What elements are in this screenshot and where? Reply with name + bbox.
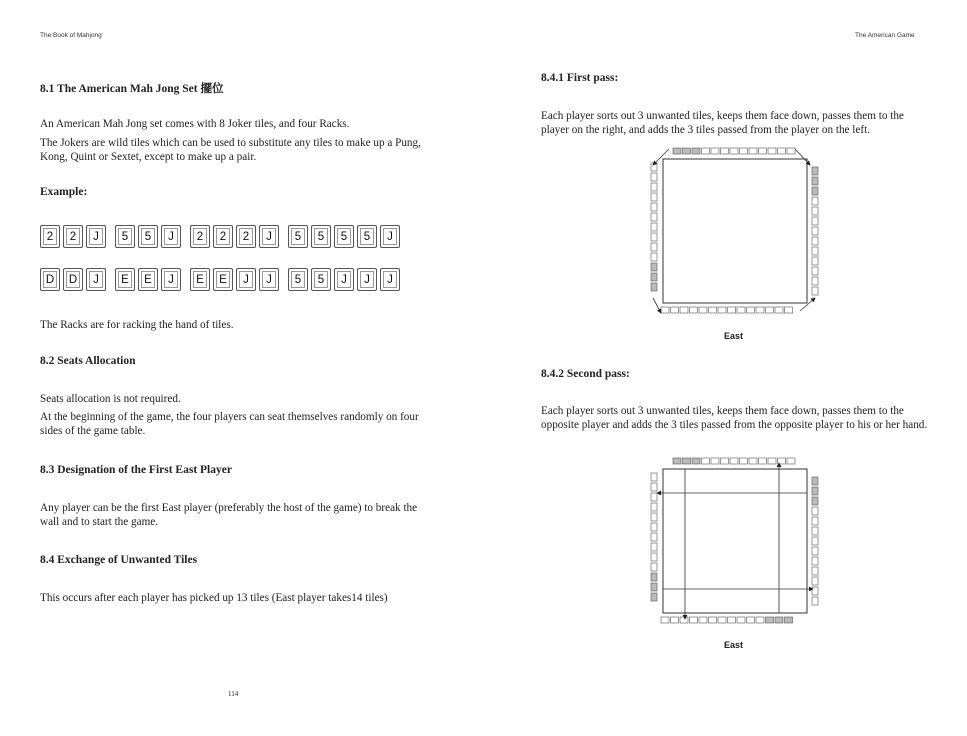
rack-tile-top — [711, 458, 719, 464]
rack-tile-top — [787, 458, 795, 464]
tile-row-2 — [40, 268, 400, 291]
rack-tile-left — [651, 173, 657, 181]
rack-tile-right — [812, 497, 818, 505]
rack-tile-right — [812, 487, 818, 495]
mahjong-tile: J — [357, 268, 377, 291]
rack-tile-top — [730, 458, 738, 464]
rack-tile-top — [683, 458, 691, 464]
rack-tile-right — [812, 167, 818, 175]
rack-tile-right — [812, 287, 818, 295]
second-pass-diagram — [645, 453, 825, 628]
rack-tile-left — [651, 223, 657, 231]
mahjong-tile: 5 — [311, 268, 331, 291]
rack-tile-bottom — [680, 617, 688, 623]
rack-tile-top — [721, 148, 729, 154]
rack-tile-top — [730, 148, 738, 154]
rack-tile-bottom — [690, 307, 698, 313]
rack-tile-right — [812, 257, 818, 265]
mahjong-tile: 5 — [334, 225, 354, 248]
mahjong-tile: J — [259, 268, 279, 291]
rack-tile-left — [651, 263, 657, 271]
rack-tile-bottom — [737, 617, 745, 623]
rack-tile-top — [702, 458, 710, 464]
rack-tile-left — [651, 253, 657, 261]
rack-tile-right — [812, 557, 818, 565]
rack-tile-top — [749, 458, 757, 464]
rack-tile-right — [812, 507, 818, 515]
rack-tile-bottom — [775, 307, 783, 313]
mahjong-tile: J — [161, 268, 181, 291]
mahjong-tile: 2 — [63, 225, 83, 248]
mahjong-tile: J — [86, 268, 106, 291]
rack-tile-top — [721, 458, 729, 464]
rack-tile-bottom — [756, 617, 764, 623]
table-square — [663, 159, 807, 303]
rack-tile-top — [673, 458, 681, 464]
tile-group — [190, 268, 279, 291]
running-header-right: The American Game — [855, 32, 915, 39]
rack-tile-right — [812, 207, 818, 215]
mahjong-tile: E — [115, 268, 135, 291]
running-header-left: The Book of Mahjong — [40, 32, 102, 39]
mahjong-tile: J — [236, 268, 256, 291]
rack-tile-right — [812, 547, 818, 555]
mahjong-tile: J — [259, 225, 279, 248]
section-8-4-2-para: Each player sorts out 3 unwanted tiles, keeps them face down, passes them to the opposite player and adds the 3 tiles passed from the opposite player to his or her hand. — [541, 405, 928, 431]
mahjong-tile: J — [380, 225, 400, 248]
rack-tile-left — [651, 563, 657, 571]
rack-tile-left — [651, 543, 657, 551]
example-label: Example: — [40, 186, 88, 198]
rack-tile-left — [651, 243, 657, 251]
mahjong-tile: J — [334, 268, 354, 291]
rack-tile-left — [651, 513, 657, 521]
rack-tile-bottom — [775, 617, 783, 623]
rack-tile-right — [812, 597, 818, 605]
rack-tile-left — [651, 593, 657, 601]
section-8-4-1-title: 8.4.1 First pass: — [541, 72, 619, 84]
rack-tile-right — [812, 217, 818, 225]
rack-tile-left — [651, 533, 657, 541]
mahjong-tile: D — [63, 268, 83, 291]
rack-tile-top — [740, 148, 748, 154]
page-number: 114 — [228, 690, 239, 698]
rack-tile-right — [812, 277, 818, 285]
rack-tile-top — [768, 148, 776, 154]
rack-tile-bottom — [718, 617, 726, 623]
rack-tile-right — [812, 197, 818, 205]
rack-tile-top — [692, 458, 700, 464]
rack-tile-bottom — [718, 307, 726, 313]
section-8-4-title: 8.4 Exchange of Unwanted Tiles — [40, 554, 198, 566]
section-8-4-1-para: Each player sorts out 3 unwanted tiles, keeps them face down, passes them to the player on the right, and adds the 3 tiles passed from the player on the left. — [541, 110, 904, 136]
rack-tile-left — [651, 523, 657, 531]
rack-tile-left — [651, 213, 657, 221]
table-square — [663, 469, 807, 613]
diagram-1-east-label: East — [724, 331, 744, 341]
section-8-4-para-1: This occurs after each player has picked up 13 tiles (East player takes14 tiles) — [40, 592, 388, 604]
rack-tile-top — [692, 148, 700, 154]
rack-tile-bottom — [661, 307, 669, 313]
section-8-1-para-2: The Jokers are wild tiles which can be used to substitute any tiles to make up a Pung, Kong, Quint or Sextet, except to make up a pair. — [40, 137, 421, 163]
mahjong-tile: E — [138, 268, 158, 291]
rack-tile-left — [651, 183, 657, 191]
tile-row-1 — [40, 225, 400, 248]
racks-note: The Racks are for racking the hand of tiles. — [40, 319, 234, 331]
tile-group — [190, 225, 279, 248]
tile-group — [115, 268, 181, 291]
rack-tile-bottom — [747, 307, 755, 313]
rack-tile-right — [812, 267, 818, 275]
rack-tile-left — [651, 193, 657, 201]
arrow-bottom-left — [653, 298, 661, 313]
section-8-3-title: 8.3 Designation of the First East Player — [40, 464, 232, 476]
rack-tile-bottom — [756, 307, 764, 313]
rack-tile-top — [702, 148, 710, 154]
rack-tile-left — [651, 283, 657, 291]
rack-tile-bottom — [699, 307, 707, 313]
rack-tile-bottom — [661, 617, 669, 623]
rack-tile-top — [768, 458, 776, 464]
rack-tile-bottom — [747, 617, 755, 623]
mahjong-tile: E — [190, 268, 210, 291]
rack-tile-bottom — [785, 307, 793, 313]
section-8-3-para-1: Any player can be the first East player (preferably the host of the game) to break the wall and to start the game. — [40, 502, 418, 528]
first-pass-diagram — [645, 143, 825, 318]
mahjong-tile: J — [380, 268, 400, 291]
rack-tile-bottom — [690, 617, 698, 623]
rack-tile-left — [651, 503, 657, 511]
mahjong-tile: 5 — [138, 225, 158, 248]
rack-tile-top — [787, 148, 795, 154]
mahjong-tile: 2 — [190, 225, 210, 248]
rack-tile-right — [812, 517, 818, 525]
rack-tile-bottom — [728, 617, 736, 623]
mahjong-tile: 5 — [115, 225, 135, 248]
rack-tile-bottom — [728, 307, 736, 313]
rack-tile-left — [651, 473, 657, 481]
mahjong-tile: 5 — [288, 268, 308, 291]
rack-tile-top — [759, 148, 767, 154]
rack-tile-top — [778, 148, 786, 154]
rack-tile-right — [812, 247, 818, 255]
tile-group — [288, 268, 400, 291]
rack-tile-bottom — [766, 617, 774, 623]
section-8-4-2-title: 8.4.2 Second pass: — [541, 368, 630, 380]
mahjong-tile: E — [213, 268, 233, 291]
rack-tile-bottom — [709, 617, 717, 623]
mahjong-tile: 2 — [40, 225, 60, 248]
rack-tile-bottom — [699, 617, 707, 623]
rack-tile-right — [812, 187, 818, 195]
rack-tile-bottom — [709, 307, 717, 313]
rack-tile-top — [749, 148, 757, 154]
rack-tile-right — [812, 537, 818, 545]
section-8-2-para-1: Seats allocation is not required. — [40, 393, 181, 405]
rack-tile-right — [812, 527, 818, 535]
tile-group — [40, 225, 106, 248]
tile-group — [115, 225, 181, 248]
rack-tile-bottom — [671, 307, 679, 313]
rack-tile-right — [812, 567, 818, 575]
mahjong-tile: 2 — [236, 225, 256, 248]
rack-tile-left — [651, 573, 657, 581]
rack-tile-left — [651, 493, 657, 501]
section-8-1-title: 8.1 The American Mah Jong Set 擺位 — [40, 83, 224, 95]
section-8-1-para-1: An American Mah Jong set comes with 8 Joker tiles, and four Racks. — [40, 118, 350, 130]
rack-tile-right — [812, 577, 818, 585]
rack-tile-top — [711, 148, 719, 154]
rack-tile-right — [812, 587, 818, 595]
rack-tile-bottom — [680, 307, 688, 313]
tile-group — [40, 268, 106, 291]
mahjong-tile: J — [161, 225, 181, 248]
mahjong-tile: J — [86, 225, 106, 248]
rack-tile-left — [651, 583, 657, 591]
mahjong-tile: 5 — [311, 225, 331, 248]
section-8-2-para-2: At the beginning of the game, the four players can seat themselves randomly on four sides of the game table. — [40, 411, 419, 437]
rack-tile-right — [812, 177, 818, 185]
section-8-2-title: 8.2 Seats Allocation — [40, 355, 136, 367]
rack-tile-bottom — [785, 617, 793, 623]
rack-tile-bottom — [766, 307, 774, 313]
rack-tile-left — [651, 203, 657, 211]
rack-tile-left — [651, 483, 657, 491]
rack-tile-bottom — [671, 617, 679, 623]
rack-tile-right — [812, 237, 818, 245]
rack-tile-top — [673, 148, 681, 154]
tile-group — [288, 225, 400, 248]
rack-tile-left — [651, 553, 657, 561]
rack-tile-right — [812, 477, 818, 485]
diagram-2-east-label: East — [724, 640, 744, 650]
mahjong-tile: 5 — [357, 225, 377, 248]
mahjong-tile: D — [40, 268, 60, 291]
rack-tile-left — [651, 233, 657, 241]
mahjong-tile: 2 — [213, 225, 233, 248]
mahjong-tile: 5 — [288, 225, 308, 248]
rack-tile-top — [759, 458, 767, 464]
rack-tile-right — [812, 227, 818, 235]
rack-tile-left — [651, 273, 657, 281]
rack-tile-bottom — [737, 307, 745, 313]
rack-tile-top — [740, 458, 748, 464]
rack-tile-top — [683, 148, 691, 154]
